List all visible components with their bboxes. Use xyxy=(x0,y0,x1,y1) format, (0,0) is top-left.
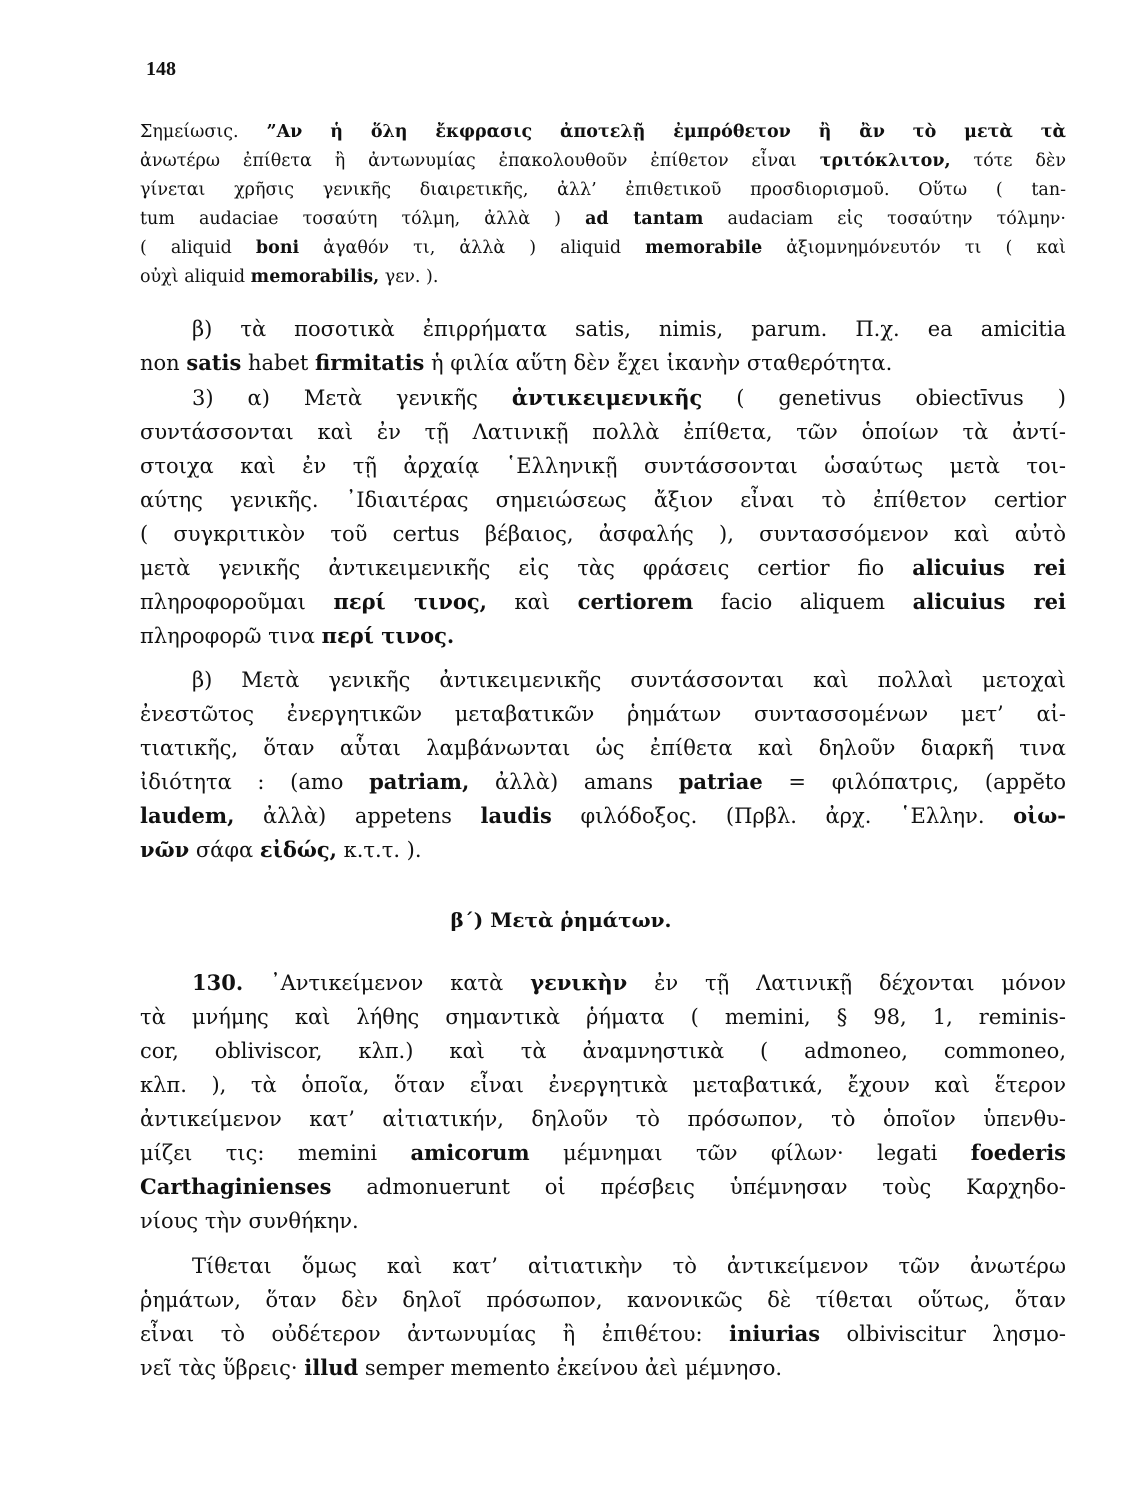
text-run: μετὰ γενικῆς ἀντικειμενικῆς εἰς τὰς φράσεις certior fio xyxy=(140,556,913,580)
text-run: ἀγαθόν τι, ἀλλὰ ) aliquid xyxy=(299,238,646,258)
bold-term: satis xyxy=(186,350,242,375)
text-line xyxy=(140,1351,1066,1385)
bold-term: εἰδώς, xyxy=(259,837,337,862)
text-line xyxy=(140,234,1066,263)
text-run: πληροφοροῦμαι xyxy=(140,590,334,614)
bold-term: περί τινος, xyxy=(333,589,487,614)
text-run: ᾿Αντικείμενον κατὰ xyxy=(243,971,531,995)
text-run: γεν. ). xyxy=(379,267,439,287)
text-run: νίους τὴν συνθήκην. xyxy=(140,1209,359,1233)
bold-term: τριτόκλιτον, xyxy=(819,151,951,171)
text-line xyxy=(140,1204,1066,1238)
text-run: facio aliquem xyxy=(693,590,913,614)
bold-term: ἀντικειμενικῆς xyxy=(511,385,703,410)
text-run: Τίθεται ὅμως καὶ κατ’ αἰτιατικὴν τὸ ἀντικείμενον τῶν ἀνωτέρω xyxy=(192,1254,1066,1278)
text-run: non xyxy=(140,351,187,375)
text-run: ἰδιότητα : (amo xyxy=(140,770,370,794)
text-line xyxy=(140,147,1066,176)
bold-term: νῶν xyxy=(140,837,190,862)
text-run: audaciam εἰς τοσαύτην τόλμην· xyxy=(703,209,1066,229)
text-line xyxy=(140,449,1066,483)
text-run: μέμνημαι τῶν φίλων· legati xyxy=(529,1141,971,1165)
text-run: ἐν τῇ Λατινικῇ δέχονται μόνον xyxy=(627,971,1067,995)
bold-term: illud xyxy=(304,1355,359,1380)
text-line xyxy=(140,1102,1066,1136)
text-run: νεῖ τὰς ὕβρεις· xyxy=(140,1356,305,1380)
text-run: καὶ xyxy=(486,590,578,614)
text-run: στοιχα καὶ ἐν τῇ ἀρχαίᾳ ῾Ελληνικῇ συντάσσονται ὡσαύτως μετὰ τοι- xyxy=(140,454,1066,478)
text-line xyxy=(140,346,1066,380)
bold-term: 130. xyxy=(192,970,244,995)
text-line xyxy=(140,517,1066,551)
text-line xyxy=(140,1317,1066,1351)
text-run: ἀξιομνημόνευτόν τι ( καὶ xyxy=(762,238,1066,258)
text-run: tum audaciae τοσαύτη τόλμη, ἀλλὰ ) xyxy=(140,209,586,229)
text-run: ( συγκριτικὸν τοῦ certus βέβαιος, ἀσφαλής ), συντασσόμενον καὶ αὐτὸ xyxy=(140,522,1066,546)
text-run: οὐχὶ aliquid xyxy=(140,267,251,287)
bold-term: iniurias xyxy=(729,1321,821,1346)
text-line xyxy=(140,1283,1066,1317)
bold-term: Carthaginienses xyxy=(140,1174,332,1199)
page-number: 148 xyxy=(146,58,176,80)
text-line xyxy=(140,118,1066,147)
text-line xyxy=(140,551,1066,585)
text-run: φιλόδοξος. (Πρβλ. ἀρχ. ῾Ελλην. xyxy=(551,804,1014,828)
text-run: ἀντικείμενον κατ’ αἰτιατικήν, δηλοῦν τὸ πρόσωπον, τὸ ὁποῖον ὑπενθυ- xyxy=(140,1107,1066,1131)
note-paragraph xyxy=(140,118,1066,292)
text-line xyxy=(140,663,1066,697)
text-run: πληροφορῶ τινα xyxy=(140,624,322,648)
text-line xyxy=(140,312,1066,346)
bold-term: οἰω- xyxy=(1013,803,1067,828)
bold-term: certiorem xyxy=(577,589,694,614)
text-run: τιατικῆς, ὅταν αὗται λαμβάνωνται ὡς ἐπίθετα καὶ δηλοῦν διαρκῆ τινα xyxy=(140,736,1066,760)
text-line xyxy=(140,415,1066,449)
text-line xyxy=(140,205,1066,234)
text-run: ἀνωτέρω ἐπίθετα ἢ ἀντωνυμίας ἐπακολουθοῦν ἐπίθετον εἶναι xyxy=(140,151,820,171)
text-run: τὰ μνήμης καὶ λήθης σημαντικὰ ῥήματα ( memini, § 98, 1, reminis- xyxy=(140,1005,1066,1029)
text-run: habet xyxy=(241,351,316,375)
paragraph-accusative xyxy=(140,1249,1066,1385)
text-line xyxy=(140,483,1066,517)
text-run: σάφα xyxy=(189,838,260,862)
text-run: β) τὰ ποσοτικὰ ἐπιρρήματα satis, nimis, parum. Π.χ. ea amicitia xyxy=(192,317,1066,341)
text-line xyxy=(140,585,1066,619)
text-run: Σημείωσις. xyxy=(140,122,239,142)
text-run: ( aliquid xyxy=(140,238,256,258)
bold-term: foederis xyxy=(970,1140,1066,1165)
text-line xyxy=(140,176,1066,205)
paragraph-3a-objective-genitive xyxy=(140,381,1066,653)
bold-term: memorabile xyxy=(645,238,763,258)
paragraph-3b-participles xyxy=(140,663,1066,867)
text-line xyxy=(140,1000,1066,1034)
text-line xyxy=(140,697,1066,731)
text-line xyxy=(140,1034,1066,1068)
text-run: ἀλλὰ) amans xyxy=(469,770,679,794)
text-run: admonuerunt οἱ πρέσβεις ὑπέμνησαν τοὺς Καρχηδο- xyxy=(331,1175,1066,1199)
bold-term: laudem, xyxy=(140,803,235,828)
text-run: κ.τ.τ. ). xyxy=(336,838,422,862)
text-line xyxy=(140,381,1066,415)
text-run: = φιλόπατρις, (appĕto xyxy=(762,770,1066,794)
text-run: cor, obliviscor, κλπ.) καὶ τὰ ἀναμνηστικὰ ( admoneo, commoneo, xyxy=(140,1039,1066,1063)
text-run: συντάσσονται καὶ ἐν τῇ Λατινικῇ πολλὰ ἐπίθετα, τῶν ὁποίων τὰ ἀντί- xyxy=(140,420,1066,444)
text-line xyxy=(140,1170,1066,1204)
text-line xyxy=(140,1068,1066,1102)
text-line xyxy=(140,1136,1066,1170)
text-run: κλπ. ), τὰ ὁποῖα, ὅταν εἶναι ἐνεργητικὰ μεταβατικά, ἔχουν καὶ ἕτερον xyxy=(140,1073,1066,1097)
bold-term: amicorum xyxy=(410,1140,530,1165)
text-run: μίζει τις: memini xyxy=(140,1141,411,1165)
bold-term: memorabilis, xyxy=(250,267,380,287)
text-run: ἀλλὰ) appetens xyxy=(234,804,481,828)
bold-term: alicuius rei xyxy=(912,589,1066,614)
bold-term: patriam, xyxy=(369,769,470,794)
text-run: αύτης γενικῆς. ᾿Ιδιαιτέρας σημειώσεως ἄξιον εἶναι τὸ ἐπίθετον certior xyxy=(140,488,1066,512)
text-run: semper memento ἐκείνου ἀεὶ μέμνησο. xyxy=(358,1356,783,1380)
bold-term: patriae xyxy=(678,769,763,794)
text-line xyxy=(140,966,1066,1000)
text-run: olbiviscitur λησμο- xyxy=(820,1322,1066,1346)
bold-term: γενικὴν xyxy=(530,970,628,995)
paragraph-beta-adverbs xyxy=(140,312,1066,380)
bold-term: alicuius rei xyxy=(912,555,1067,580)
text-line xyxy=(140,731,1066,765)
text-run: β) Μετὰ γενικῆς ἀντικειμενικῆς συντάσσονται καὶ πολλαὶ μετοχαὶ xyxy=(192,668,1066,692)
text-line xyxy=(140,799,1066,833)
text-run: τότε δὲν xyxy=(950,151,1066,171)
bold-term: περί τινος. xyxy=(321,623,455,648)
text-line xyxy=(140,765,1066,799)
text-run: γίνεται χρῆσις γενικῆς διαιρετικῆς, ἀλλ’ ἐπιθετικοῦ προσδιορισμοῦ. Οὕτω ( tan- xyxy=(140,180,1066,200)
text-run: ῥημάτων, ὅταν δὲν δηλοῖ πρόσωπον, κανονικῶς δὲ τίθεται οὕτως, ὅταν xyxy=(140,1288,1066,1312)
text-run: ( genetivus obiectīvus ) xyxy=(702,386,1066,410)
bold-term: ad tantam xyxy=(585,209,704,229)
bold-term: laudis xyxy=(480,803,552,828)
text-line xyxy=(140,833,1066,867)
bold-term: ”Αν ἡ ὅλη ἔκφρασις ἀποτελῇ ἐμπρόθετον ἢ ἂν τὸ μετὰ τὰ xyxy=(238,122,1066,142)
text-line xyxy=(140,619,1066,653)
text-line xyxy=(140,263,1066,292)
bold-term: firmitatis xyxy=(315,350,425,375)
paragraph-130 xyxy=(140,966,1066,1238)
text-run: ἐνεστῶτος ἐνεργητικῶν μεταβατικῶν ῥημάτων συντασσομένων μετ’ αἰ- xyxy=(140,702,1066,726)
bold-term: boni xyxy=(255,238,300,258)
text-run: εἶναι τὸ οὐδέτερον ἀντωνυμίας ἢ ἐπιθέτου: xyxy=(140,1322,730,1346)
text-run: 3) α) Μετὰ γενικῆς xyxy=(192,386,512,410)
text-run: ἡ φιλία αὕτη δὲν ἔχει ἱκανὴν σταθερότητα. xyxy=(424,351,893,375)
section-heading: β΄) Μετὰ ῥημάτων. xyxy=(450,908,672,932)
text-line xyxy=(140,1249,1066,1283)
